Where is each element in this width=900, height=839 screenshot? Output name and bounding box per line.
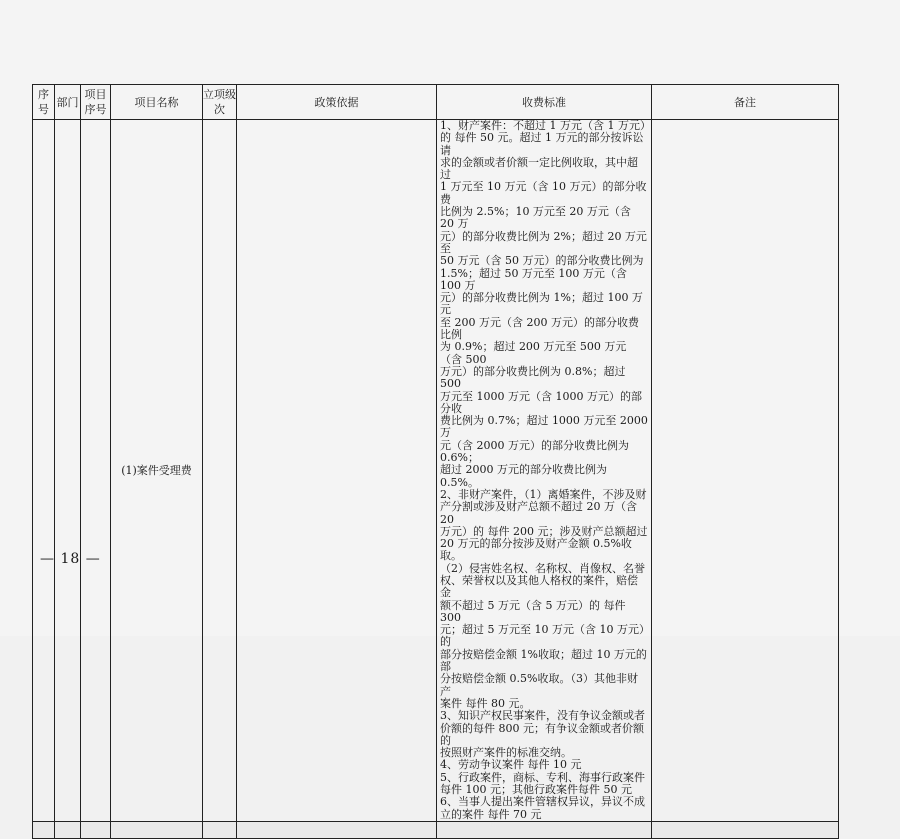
cell-remark: [652, 120, 839, 822]
cell-basis: [237, 120, 437, 822]
fee-standard-line: 求的金额或者价额一定比例收取，其中超过: [440, 155, 638, 182]
fee-standard-line: 1.5%；超过 50 万元至 100 万元（含 100 万: [440, 266, 627, 292]
cell-fee-standard: [437, 120, 652, 822]
fee-standard-line: 元）的部分收费比例为 1%；超过 100 万元: [440, 291, 643, 317]
fee-standard-line: 费比例为 0.7%；超过 1000 万元至 2000 万: [440, 414, 648, 440]
fee-standard-line: （2）侵害姓名权、名称权、肖像权、名誉: [440, 561, 645, 575]
cell-item-seq: [81, 120, 111, 822]
fee-standard-line: 50 万元（含 50 万元）的部分收费比例为: [440, 254, 644, 268]
fee-standard-line: 4、劳动争议案件 每件 10 元: [440, 758, 582, 772]
header-item-name: 项目名称: [111, 85, 203, 120]
table-row-partial: [33, 821, 839, 838]
fee-standard-line: 1、财产案件：不超过 1 万元（含 1 万元）: [440, 119, 651, 132]
fee-standard-line: 3、知识产权民事案件，没有争议金额或者: [440, 709, 645, 723]
fee-standard-line: 立的案件 每件 70 元: [440, 807, 542, 821]
fee-standard-line: 万元）的部分收费比例为 0.8%；超过 500: [440, 364, 626, 391]
fee-standard-line: 1 万元至 10 万元（含 10 万元）的部分收费: [440, 180, 647, 206]
fee-standard-line: 元（含 2000 万元）的部分收费比例为 0.6%；: [440, 438, 629, 465]
fee-standard-line: 价额的每件 800 元；有争议金额或者价额的: [440, 721, 644, 747]
fee-standard-line: 万元至 1000 万元（含 1000 万元）的部分收: [440, 389, 642, 415]
fee-standard-line: 元）的部分收费比例为 2%；超过 20 万元至: [440, 229, 647, 255]
fee-standard-line: 案件 每件 80 元。: [440, 696, 531, 710]
header-item-seq: 项目序号: [81, 85, 111, 120]
fee-standard-line: 6、当事人提出案件管辖权异议，异议不成: [440, 795, 645, 809]
fee-standard-line: 产分割或涉及财产总额不超过 20 万（含 20: [440, 500, 637, 526]
header-seq: 序号: [33, 85, 55, 120]
fee-standard-text: [440, 119, 651, 821]
page-number: — 18 —: [40, 551, 101, 567]
fee-standard-line: 2、非财产案件，（1）离婚案件，不涉及财: [440, 487, 647, 501]
fee-standard-line: 部分按赔偿金额 1%收取；超过 10 万元的部: [440, 647, 647, 674]
fee-standard-line: 权、荣誉权以及其他人格权的案件，赔偿金: [440, 573, 638, 600]
header-dept: 部门: [55, 85, 81, 120]
header-basis: 政策依据: [237, 85, 437, 120]
table-header-row: [33, 85, 839, 120]
fee-standard-line: 分按赔偿金额 0.5%收取。（3）其他非财产: [440, 672, 638, 698]
fee-standard-line: 每件 100 元；其他行政案件每件 50 元: [440, 783, 632, 797]
table-row: [33, 120, 839, 822]
fee-standard-line: 比例为 2.5%；10 万元至 20 万元（含 20 万: [440, 205, 631, 231]
fee-standard-line: 的 每件 50 元。超过 1 万元的部分按诉讼请: [440, 131, 644, 157]
cell-level: [203, 120, 237, 822]
fee-standard-line: 按照财产案件的标准交纳。: [440, 746, 572, 760]
fee-standard-line: 至 200 万元（含 200 万元）的部分收费比例: [440, 315, 639, 342]
fee-standard-line: 5、行政案件，商标、专利、海事行政案件: [440, 770, 645, 784]
fee-standard-line: 万元）的 每件 200 元；涉及财产总额超过: [440, 524, 648, 538]
fee-standard-line: 额不超过 5 万元（含 5 万元）的 每件 300: [440, 598, 626, 624]
cell-dept: [55, 120, 81, 822]
header-remark: 备注: [652, 85, 839, 120]
fee-standard-line: 为 0.9%；超过 200 万元至 500 万元（含 500: [440, 340, 627, 366]
fee-standard-line: 超过 2000 万元的部分收费比例为 0.5%。: [440, 463, 607, 489]
fee-standard-line: 20 万元的部分按涉及财产金额 0.5%收取。: [440, 537, 632, 563]
fee-table: [32, 84, 839, 839]
cell-seq: [33, 120, 55, 822]
cell-item-name: (1)案件受理费: [111, 120, 203, 822]
fee-standard-line: 元；超过 5 万元至 10 万元（含 10 万元）的: [440, 623, 645, 649]
header-level: 立项级次: [203, 85, 237, 120]
header-standard: 收费标准: [437, 85, 652, 120]
